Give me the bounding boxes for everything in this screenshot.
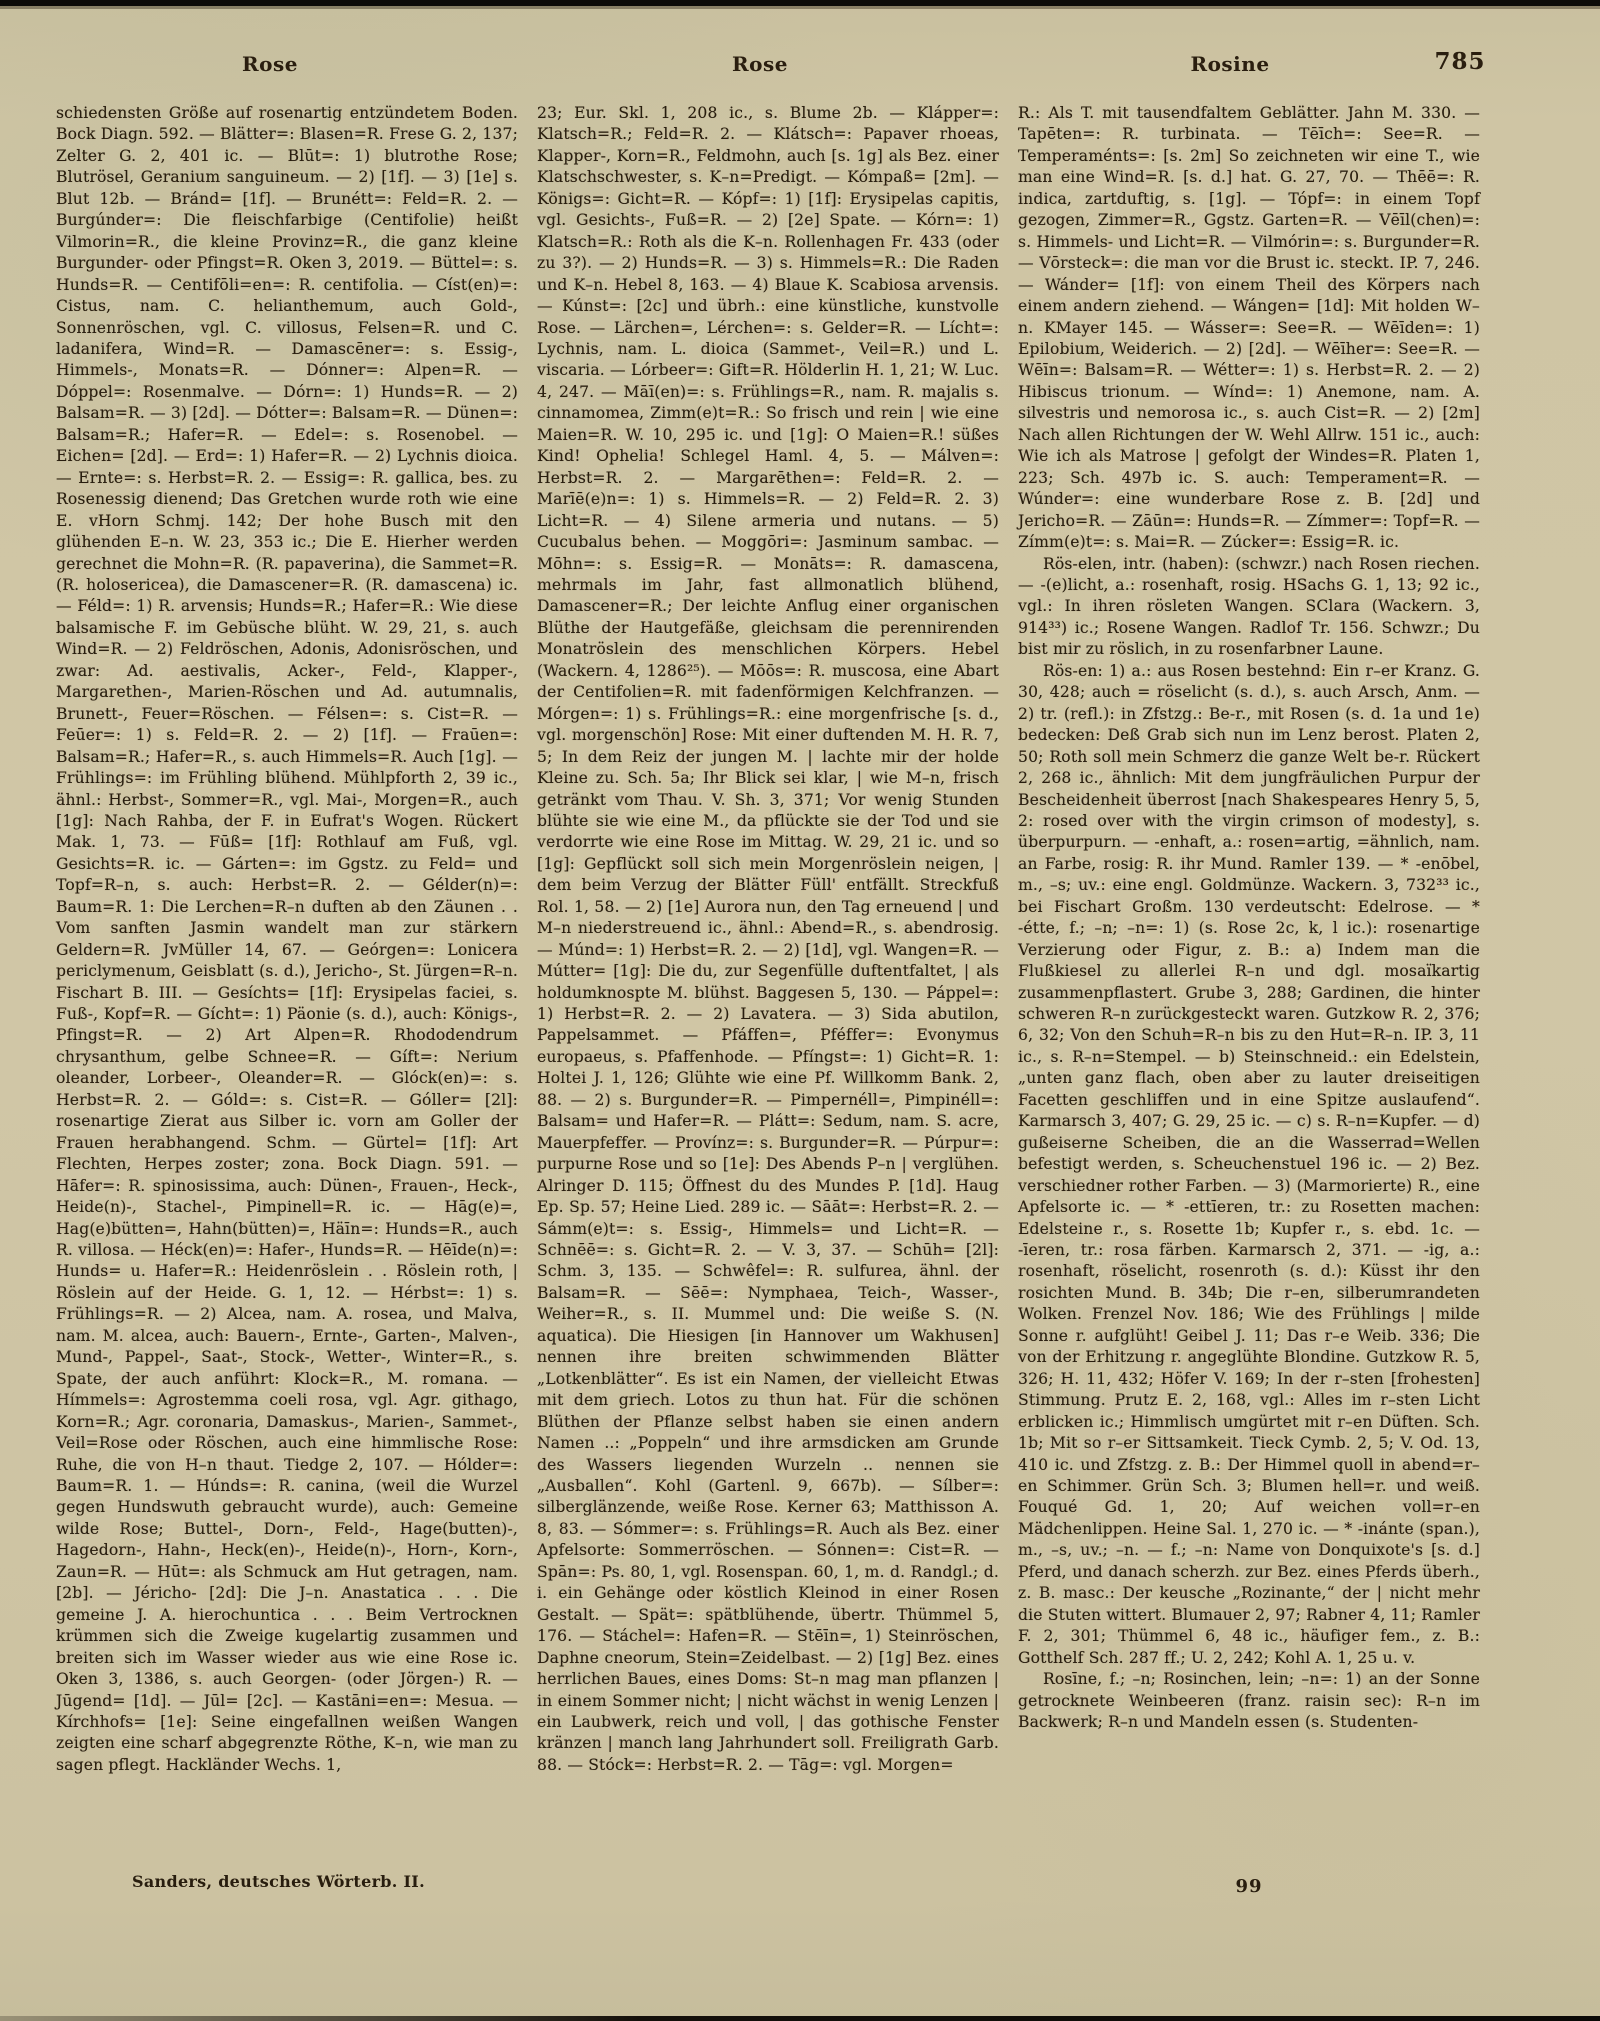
text-column-1	[56, 103, 518, 1776]
text-column-3	[1018, 103, 1480, 1733]
text-column-2	[537, 103, 999, 1776]
signature-mark: 99	[1235, 1876, 1263, 1897]
scan-bottom-edge	[0, 2016, 1600, 2021]
running-title-center: Rose	[732, 52, 788, 76]
paragraph: R.: Als T. mit tausendfaltem Geblätter. Jahn M. 330. — Tapēten=: R. turbinata. — Tēīch=: See=R. — Temperaménts=: [s. 2m] So zeichneten wir eine T., wie man eine Wind=R. [s. d.] hat. G. 27, 70. — Thēē=: R. indica, zartduftig, s. [1g]. — Tópf=: in einem Topf gezogen, Zimmer=R., Ggstz. Garten=R. — Vēīl(chen)=: s. Himmels- und Licht=R. — Vilmórin=: s. Burgunder=R. — Vōrsteck=: die man vor die Brust ic. steckt. IP. 7, 246. — Wánder= [1f]: von einem Theil des Körpers nach einem andern ziehend. — Wángen= [1d]: Mit holden W–n. KMayer 145. — Wásser=: See=R. — Wēīden=: 1) Epilobium, Weiderich. — 2) [2d]. — Wēīher=: See=R. — Wēīn=: Balsam=R. — Wétter=: 1) s. Herbst=R. 2. — 2) Hibiscus trionum. — Wínd=: 1) Anemone, nam. A. silvestris und nemorosa ic., s. auch Cist=R. — 2) [2m] Nach allen Richtungen der W. Wehl Allrw. 151 ic., auch: Wie ich als Matrose | gefolgt der Windes=R. Platen 1, 223; Sch. 497b ic. S. auch: Temperament=R. — Wúnder=: eine wunderbare Rose z. B. [2d] und Jericho=R. — Zāūn=: Hunds=R. — Zímmer=: Topf=R. — Zímm(e)t=: s. Mai=R. — Zúcker=: Essig=R. ic.	[1018, 104, 1480, 552]
running-title-right: Rosine	[1190, 52, 1270, 76]
paragraph: schiedensten Größe auf rosenartig entzündetem Boden. Bock Diagn. 592. — Blätter=: Blasen=R. Frese G. 2, 137; Zelter G. 2, 401 ic. — Blūt=: 1) blutrothe Rose; Blutrösel, Geranium sanguineum. — 2) [1f]. — 3) [1e] s. Blut 12b. — Bránd= [1f]. — Brunétt=: Feld=R. 2. — Burgúnder=: Die fleischfarbige (Centifolie) heißt Vilmorin=R., die kleine Provinz=R., die ganz kleine Burgunder- oder Pfingst=R. Oken 3, 2019. — Büttel=: s. Hunds=R. — Centifōli=en=: R. centifolia. — Císt(en)=: Cistus, nam. C. helianthemum, auch Gold-, Sonnenröschen, vgl. C. villosus, Felsen=R. und C. ladanifera, Wind=R. — Damascēner=: s. Essig-, Himmels-, Monats=R. — Dónner=: Alpen=R. — Dóppel=: Rosenmalve. — Dórn=: 1) Hunds=R. — 2) Balsam=R. — 3) [2d]. — Dótter=: Balsam=R. — Dünen=: Balsam=R.; Hafer=R. — Edel=: s. Rosenobel. — Eichen= [2d]. — Erd=: 1) Hafer=R. — 2) Lychnis dioica. — Ernte=: s. Herbst=R. 2. — Essig=: R. gallica, bes. zu Rosenessig dienend; Das Gretchen wurde roth wie eine E. vHorn Schmj. 142; Der hohe Busch mit den glühenden E–n. W. 23, 353 ic.; Die E. Hierher werden gerechnet die Mohn=R. (R. papaverina), die Sammet=R. (R. holosericea), die Damascener=R. (R. damascena) ic. — Féld=: 1) R. arvensis; Hunds=R.; Hafer=R.: Wie diese balsamische F. im Gebüsche blüht. W. 29, 21, s. auch Wind=R. — 2) Feldröschen, Adonis, Adonisröschen, und zwar: Ad. aestivalis, Acker-, Feld-, Klapper-, Margarethen-, Marien-Röschen und Ad. autumnalis, Brunett-, Feuer=Röschen. — Félsen=: s. Cist=R. — Feūer=: 1) s. Feld=R. 2. — 2) [1f]. — Fraūen=: Balsam=R.; Hafer=R., s. auch Himmels=R. Auch [1g]. — Frühlings=: im Frühling blühend. Mühlpforth 2, 39 ic., ähnl.: Herbst-, Sommer=R., vgl. Mai-, Morgen=R., auch [1g]: Nach Rahba, der F. in Eufrat's Wogen. Rückert Mak. 1, 73. — Fūß= [1f]: Rothlauf am Fuß, vgl. Gesichts=R. ic. — Gárten=: im Ggstz. zu Feld= und Topf=R–n, s. auch: Herbst=R. 2. — Gélder(n)=: Baum=R. 1: Die Lerchen=R–n duften ab den Zäunen . . Vom sanften Jasmin wandelt man zur stärkern Geldern=R. JvMüller 14, 67. — Geórgen=: Lonicera periclymenum, Geisblatt (s. d.), Jericho-, St. Jürgen=R–n. Fischart B. III. — Gesíchts= [1f]: Erysipelas faciei, s. Fuß-, Kopf=R. — Gícht=: 1) Päonie (s. d.), auch: Königs-, Pfingst=R. — 2) Art Alpen=R. Rhododendrum chrysanthum, gelbe Schnee=R. — Gíft=: Nerium oleander, Lorbeer-, Oleander=R. — Glóck(en)=: s. Herbst=R. 2. — Góld=: s. Cist=R. — Góller= [2l]: rosenartige Zierat aus Silber ic. vorn am Goller der Frauen herabhangend. Schm. — Gürtel= [1f]: Art Flechten, Herpes zoster; zona. Bock Diagn. 591. — Hāfer=: R. spinosissima, auch: Dünen-, Frauen-, Heck-, Heide(n)-, Stachel-, Pimpinell=R. ic. — Hāg(e)=, Hag(e)bütten=, Hahn(bütten)=, Häīn=: Hunds=R., auch R. villosa. — Héck(en)=: Hafer-, Hunds=R. — Hēīde(n)=: Hunds= u. Hafer=R.: Heidenröslein . . Röslein roth, | Röslein auf der Heide. G. 1, 12. — Hérbst=: 1) s. Frühlings=R. — 2) Alcea, nam. A. rosea, und Malva, nam. M. alcea, auch: Bauern-, Ernte-, Garten-, Malven-, Mund-, Pappel-, Saat-, Stock-, Wetter-, Winter=R., s. Spate, der auch anführt: Klock=R., M. romana. — Hímmels=: Agrostemma coeli rosa, vgl. Agr. githago, Korn=R.; Agr. coronaria, Damaskus-, Marien-, Sammet-, Veil=Rose oder Röschen, auch eine himmlische Rose: Ruhe, die von H–n thaut. Tiedge 2, 107. — Hólder=: Baum=R. 1. — Húnds=: R. canina, (weil die Wurzel gegen Hundswuth gebraucht wurde), auch: Gemeine wilde Rose; Buttel-, Dorn-, Feld-, Hage(butten)-, Hagedorn-, Hahn-, Heck(en)-, Heide(n)-, Horn-, Korn-, Zaun=R. — Hūt=: als Schmuck am Hut getragen, nam. [2b]. — Jéricho- [2d]: Die J–n. Anastatica . . . Die gemeine J. A. hierochuntica . . . Beim Vertrocknen krümmen sich die Zweige kugelartig zusammen und breiten sich im Wasser wieder aus wie eine Rose ic. Oken 3, 1386, s. auch Georgen- (oder Jörgen-) R. — Jūgend= [1d]. — Jūl= [2c]. — Kastāni=en=: Mesua. — Kírchhofs= [1e]: Seine eingefallnen weißen Wangen zeigten eine scharf abgegrenzte Röthe, K–n, wie man zu sagen pflegt. Hackländer Wechs. 1,	[56, 104, 518, 1774]
imprint-line: Sanders, deutsches Wörterb. II.	[132, 1872, 425, 1891]
paragraph: Rosīne, f.; –n; Rosinchen, lein; –n=: 1) an der Sonne getrocknete Weinbeeren (franz. raisin sec): R–n im Backwerk; R–n und Mandeln essen (s. Studenten-	[1018, 1670, 1480, 1731]
paragraph: Rös-en: 1) a.: aus Rosen bestehnd: Ein r–er Kranz. G. 30, 428; auch = röselicht (s. d.), s. auch Arsch, Anm. — 2) tr. (refl.): in Zfstzg.: Be-r., mit Rosen (s. d. 1a und 1e) bedecken: Deß Grab sich nun im Lenz berost. Platen 2, 50; Roth soll mein Schmerz die ganze Welt be-r. Rückert 2, 268 ic., ähnlich: Mit dem jungfräulichen Purpur der Bescheidenheit überrost [nach Shakespeares Henry 5, 5, 2: rosed over with the virgin crimson of modesty], s. überpurpurn. — -enhaft, a.: rosen=artig, =ähnlich, nam. an Farbe, rosig: R. ihr Mund. Ramler 139. — * -enōbel, m., –s; uv.: eine engl. Goldmünze. Wackern. 3, 732³³ ic., bei Fischart Großm. 130 verdeutscht: Edelrose. — * -étte, f.; –n; –n=: 1) (s. Rose 2c, k, l ic.): rosenartige Verzierung oder Figur, z. B.: a) Indem man die Flußkiesel zu allerlei R–n und dgl. mosaïkartig zusammenpflastert. Grube 3, 288; Gardinen, die hinter schweren R–n zurückgesteckt waren. Gutzkow R. 2, 376; 6, 32; Von den Schuh=R–n bis zu den Hut=R–n. IP. 3, 11 ic., s. R–n=Stempel. — b) Steinschneid.: ein Edelstein, „unten ganz flach, oben aber zu lauter dreiseitigen Facetten geschliffen und in eine Spitze auslaufend“. Karmarsch 3, 407; G. 29, 25 ic. — c) s. R–n=Kupfer. — d) gußeiserne Scheiben, die an die Wasserrad=Wellen befestigt werden, s. Scheuchenstuel 196 ic. — 2) Bez. verschiedner rother Farben. — 3) (Marmorierte) R., eine Apfelsorte ic. — * -ettīeren, tr.: zu Rosetten machen: Edelsteine r., s. Rosette 1b; Kupfer r., s. ebd. 1c. — -īeren, tr.: rosa färben. Karmarsch 2, 371. — -ig, a.: rosenhaft, röselicht, rosenroth (s. d.): Küsst ihr den rosichten Mund. B. 34b; Die r–en, silberumrandeten Wolken. Frenzel Nov. 186; Wie des Frühlings | milde Sonne r. aufglüht! Geibel J. 11; Das r–e Weib. 336; Die von der Erhitzung r. angeglühte Blondine. Gutzkow R. 5, 326; H. 11, 432; Höfer V. 169; In der r–sten [frohesten] Stimmung. Prutz E. 2, 168, vgl.: Alles im r–sten Licht erblicken ic.; Himmlisch umgürtet mit r–en Düften. Sch. 1b; Mit so r–er Sittsamkeit. Tieck Cymb. 2, 5; V. Od. 13, 410 ic. und Zfstzg. z. B.: Der Himmel quoll in abend=r–en Schimmer. Grün Sch. 3; Blumen hell=r. und weiß. Fouqué Gd. 1, 20; Auf weichen voll=r–en Mädchenlippen. Heine Sal. 1, 270 ic. — * -inánte (span.), m., –s, uv.; –n. — f.; –n: Name von Donquixote's [s. d.] Pferd, und danach scherzh. zur Bez. eines Pferds überh., z. B. masc.: Der keusche „Rozinante,“ der | nicht mehr die Stuten wittert. Blumauer 2, 97; Rabner 4, 11; Ramler F. 2, 301; Thümmel 6, 48 ic., häufiger fem., z. B.: Gotthelf Sch. 287 ff.; U. 2, 242; Kohl A. 1, 25 u. v.	[1018, 661, 1480, 1667]
paragraph: 23; Eur. Skl. 1, 208 ic., s. Blume 2b. — Klápper=: Klatsch=R.; Feld=R. 2. — Klátsch=: Papaver rhoeas, Klapper-, Korn=R., Feldmohn, auch [s. 1g] als Bez. einer Klatschschwester, s. K–n=Predigt. — Kómpaß= [2m]. — Königs=: Gicht=R. — Kópf=: 1) [1f]: Erysipelas capitis, vgl. Gesichts-, Fuß=R. — 2) [2e] Spate. — Kórn=: 1) Klatsch=R.: Roth als die K–n. Rollenhagen Fr. 433 (oder zu 3?). — 2) Hunds=R. — 3) s. Himmels=R.: Die Raden und K–n. Hebel 8, 163. — 4) Blaue K. Scabiosa arvensis. — Kúnst=: [2c] und übrh.: eine künstliche, kunstvolle Rose. — Lärchen=, Lérchen=: s. Gelder=R. — Lícht=: Lychnis, nam. L. dioica (Sammet-, Veil=R.) und L. viscaria. — Lórbeer=: Gift=R. Hölderlin H. 1, 21; W. Luc. 4, 247. — Māī(en)=: s. Frühlings=R., nam. R. majalis s. cinnamomea, Zimm(e)t=R.: So frisch und rein | wie eine Maien=R. W. 10, 295 ic. und [1g]: O Maien=R.! süßes Kind! Ophelia! Schlegel Haml. 4, 5. — Málven=: Herbst=R. 2. — Margarēthen=: Feld=R. 2. — Marīē(e)n=: 1) s. Himmels=R. — 2) Feld=R. 2. 3) Licht=R. — 4) Silene armeria und nutans. — 5) Cucubalus behen. — Moggōri=: Jasminum sambac. — Mōhn=: s. Essig=R. — Monāts=: R. damascena, mehrmals im Jahr, fast allmonatlich blühend, Damascener=R.; Der leichte Anflug einer organischen Blüthe der Hautgefäße, gleichsam die perennirenden Monatröslein des menschlichen Körpers. Hebel (Wackern. 4, 1286²⁵). — Mōōs=: R. muscosa, eine Abart der Centifolien=R. mit fadenförmigen Kelchfranzen. — Mórgen=: 1) s. Frühlings=R.: eine morgenfrische [s. d., vgl. morgenschön] Rose: Mit einer duftenden M. H. R. 7, 5; In dem Reiz der jungen M. | lachte mir der holde Kleine zu. Sch. 5a; Ihr Blick sei klar, | wie M–n, frisch getränkt vom Thau. V. Sh. 3, 371; Vor wenig Stunden blühte sie wie eine M., da pflückte sie der Tod und sie verdorrte wie eine Rose im Mittag. W. 29, 21 ic. und so [1g]: Gepflückt soll sich mein Morgenröslein neigen, | dem beim Verzug der Blätter Füll' entfällt. Streckfuß Rol. 1, 58. — 2) [1e] Aurora nun, den Tag erneuend | und M–n niederstreuend ic., ähnl.: Abend=R., s. abendrosig. — Múnd=: 1) Herbst=R. 2. — 2) [1d], vgl. Wangen=R. — Mútter= [1g]: Die du, zur Segenfülle duftentfaltet, | als holdumknospte M. blühst. Baggesen 5, 130. — Páppel=: 1) Herbst=R. 2. — 2) Lavatera. — 3) Sida abutilon, Pappelsammet. — Pfáffen=, Pféffer=: Evonymus europaeus, s. Pfaffenhode. — Pfíngst=: 1) Gicht=R. 1: Holtei J. 1, 126; Glühte wie eine Pf. Willkomm Bank. 2, 88. — 2) s. Burgunder=R. — Pimpernéll=, Pimpinéll=: Balsam= und Hafer=R. — Plátt=: Sedum, nam. S. acre, Mauerpfeffer. — Provínz=: s. Burgunder=R. — Púrpur=: purpurne Rose und so [1e]: Des Abends P–n | verglühen. Alringer D. 115; Öffnest du des Mundes P. [1d]. Haug Ep. Sp. 57; Heine Lied. 289 ic. — Sāāt=: Herbst=R. 2. — Sámm(e)t=: s. Essig-, Himmels= und Licht=R. — Schnēē=: s. Gicht=R. 2. — V. 3, 37. — Schūh= [2l]: Schm. 3, 135. — Schwêfel=: R. sulfurea, ähnl. der Balsam=R. — Sēē=: Nymphaea, Teich-, Wasser-, Weiher=R., s. II. Mummel und: Die weiße S. (N. aquatica). Die Hiesigen [in Hannover um Wakhusen] nennen ihre breiten schwimmenden Blätter „Lotkenblätter“. Es ist ein Namen, der vielleicht Etwas mit dem griech. Lotos zu thun hat. Für die schönen Blüthen der Pflanze selbst haben sie einen andern Namen ..: „Poppeln“ und ihre armsdicken am Grunde des Wassers liegenden Wurzeln .. nennen sie „Ausballen“. Kohl (Gartenl. 9, 667b). — Sílber=: silberglänzende, weiße Rose. Kerner 63; Matthisson A. 8, 83. — Sómmer=: s. Frühlings=R. Auch als Bez. einer Apfelsorte: Sommerröschen. — Sónnen=: Cist=R. — Spān=: Ps. 80, 1, vgl. Rosenspan. 60, 1, m. d. Randgl.; d. i. ein Gehänge oder köstlich Kleinod in einer Rosen Gestalt. — Spät=: spätblühende, übertr. Thümmel 5, 176. — Stáchel=: Hafen=R. — Stēīn=, 1) Steinröschen, Daphne cneorum, Stein=Zeidelbast. — 2) [1g] Bez. eines herrlichen Baues, eines Doms: St–n mag man pflanzen | in einem Sommer nicht; | nicht wächst in wenig Lenzen | ein Laubwerk, reich und voll, | das gothische Fenster kränzen | manch lang Jahrhundert soll. Freiligrath Garb. 88. — Stóck=: Herbst=R. 2. — Tāg=: vgl. Morgen=	[537, 104, 999, 1774]
scan-top-edge-shadow	[0, 6, 1600, 9]
running-title-left: Rose	[242, 52, 298, 76]
page-number: 785	[1434, 48, 1486, 75]
paragraph: Rös-elen, intr. (haben): (schwzr.) nach Rosen riechen. — -(e)licht, a.: rosenhaft, rosig. HSachs G. 1, 13; 92 ic., vgl.: In ihren rösleten Wangen. SClara (Wackern. 3, 914³³) ic.; Rosene Wangen. Radlof Tr. 156. Schwzr.; Du bist mir zu röslich, in zu rosenfarbner Laune.	[1018, 554, 1480, 659]
